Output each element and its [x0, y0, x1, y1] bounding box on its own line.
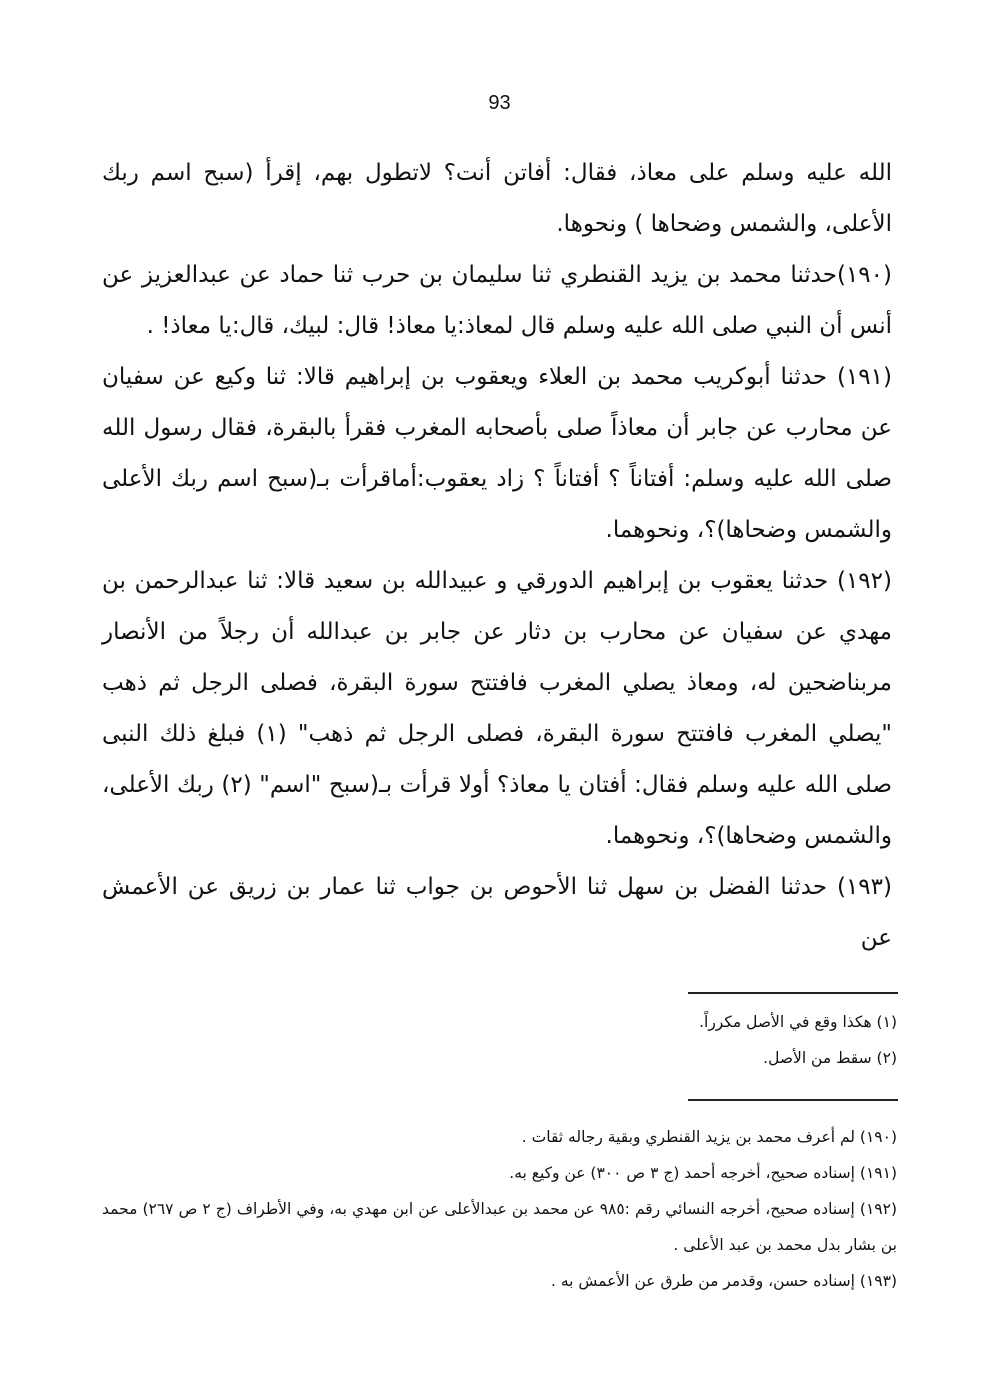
paragraph-hadith-190: (١٩٠)حدثنا محمد بن يزيد القنطري ثنا سليمان بن حرب ثنا حماد عن عبدالعزيز عن أنس أن النبي صلى الله عليه وسلم قال لمعاذ:يا معاذ! قال: لبيك، قال:يا معاذ! . — [102, 262, 892, 339]
commentary-separator — [688, 1099, 898, 1101]
commentary — [102, 1119, 897, 1299]
footnote-1: (١) هكذا وقع في الأصل مكرراً. — [699, 1013, 897, 1031]
paragraph-hadith-191: (١٩١) حدثنا أبوكريب محمد بن العلاء ويعقوب بن إبراهيم قالا: ثنا وكيع عن سفيان عن محارب عن جابر أن معاذاً صلى بأصحابه المغرب فقرأ بالبقرة، فقال رسول الله صلى الله عليه وسلم: أفتاناً ؟ أفتاناً ؟ زاد يعقوب:أماقرأت بـ(سبح اسم ربك الأعلى والشمس وضحاها)؟، ونحوهما. — [102, 364, 892, 543]
paragraph-hadith-193: (١٩٣) حدثنا الفضل بن سهل ثنا الأحوص بن جواب ثنا عمار بن زريق عن الأعمش عن — [102, 874, 892, 951]
commentary-190: (١٩٠) لم أعرف محمد بن يزيد القنطري وبقية رجاله ثقات . — [521, 1128, 897, 1146]
footnotes — [102, 1004, 897, 1076]
page-number: 93 — [488, 92, 511, 114]
footnote-2: (٢) سقط من الأصل. — [763, 1049, 897, 1067]
footnote-separator — [688, 992, 898, 994]
commentary-191: (١٩١) إسناده صحيح، أخرجه أحمد (ج ٣ ص ٣٠٠) عن وكيع به. — [509, 1164, 897, 1182]
commentary-192: (١٩٢) إسناده صحيح، أخرجه النسائي رقم :٩٨٥ عن محمد بن عبدالأعلى عن ابن مهدي به، وفي الأطراف (ج ٢ ص ٢٦٧) محمد بن بشار بدل محمد بن عبد الأعلى . — [102, 1200, 897, 1254]
paragraph-continuation: الله عليه وسلم على معاذ، فقال: أفاتن أنت؟ لاتطول بهم، إقرأ (سبح اسم ربك الأعلى، والشمس وضحاها ) ونحوها. — [102, 160, 892, 237]
commentary-193: (١٩٣) إسناده حسن، وقدمر من طرق عن الأعمش به . — [551, 1272, 897, 1290]
main-text — [102, 148, 892, 964]
paragraph-hadith-192: (١٩٢) حدثنا يعقوب بن إبراهيم الدورقي و عبيدالله بن سعيد قالا: ثنا عبدالرحمن بن مهدي عن سفيان عن محارب بن دثار عن جابر بن عبدالله أن رجلاً من الأنصار مربناضحين له، ومعاذ يصلي المغرب فافتتح سورة البقرة، فصلى الرجل ثم ذهب "يصلي المغرب فافتتح سورة البقرة، فصلى الرجل ثم ذهب" (١) فبلغ ذلك النبى صلى الله عليه وسلم فقال: أفتان يا معاذ؟ أولا قرأت بـ(سبح "اسم" (٢) ربك الأعلى، والشمس وضحاها)؟، ونحوهما. — [102, 568, 892, 849]
